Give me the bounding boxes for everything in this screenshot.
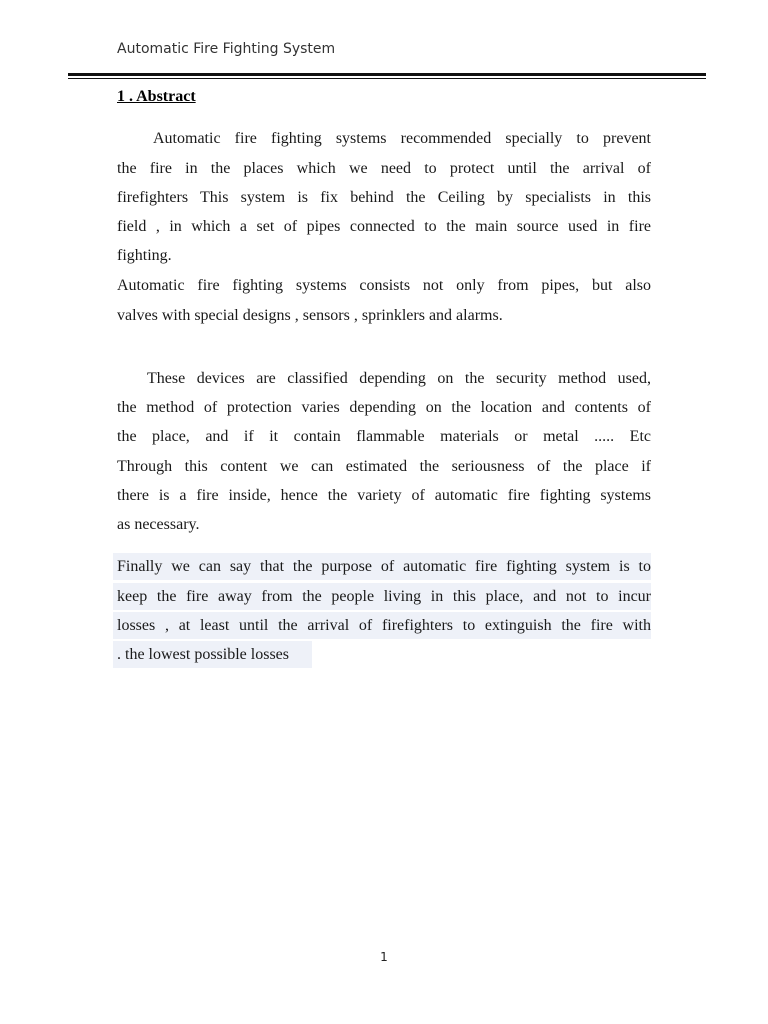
header-rule <box>68 73 706 76</box>
paragraph-line: Automatic fire fighting systems recommended specially to prevent <box>153 130 651 147</box>
paragraph-line: These devices are classified depending on the security method used, <box>147 370 651 387</box>
paragraph-line: field , in which a set of pipes connected to the main source used in fire <box>117 218 651 235</box>
paragraph-line: valves with special designs , sensors , sprinklers and alarms. <box>117 307 503 324</box>
section-heading: 1 . Abstract <box>117 88 196 105</box>
paragraph-line: losses , at least until the arrival of firefighters to extinguish the fire with <box>117 617 651 634</box>
paragraph-line: as necessary. <box>117 516 200 533</box>
header-rule-thin <box>68 78 706 79</box>
paragraph-line: keep the fire away from the people living in this place, and not to incur <box>117 588 651 605</box>
paragraph-line: Through this content we can estimated the seriousness of the place if <box>117 458 651 475</box>
page-number: 1 <box>380 950 388 964</box>
paragraph-line: Finally we can say that the purpose of automatic fire fighting system is to <box>117 558 651 575</box>
paragraph-line: fighting. <box>117 247 172 264</box>
page-header: Automatic Fire Fighting System <box>117 41 336 57</box>
paragraph-line: firefighters This system is fix behind the Ceiling by specialists in this <box>117 189 651 206</box>
paragraph-line: the place, and if it contain flammable materials or metal ..... Etc <box>117 428 651 445</box>
paragraph-line: Automatic fire fighting systems consists not only from pipes, but also <box>117 277 651 294</box>
paragraph-line: the method of protection varies depending on the location and contents of <box>117 399 651 416</box>
paragraph-line: there is a fire inside, hence the variety of automatic fire fighting systems <box>117 487 651 504</box>
paragraph-line: . the lowest possible losses <box>117 646 289 663</box>
paragraph-line: the fire in the places which we need to protect until the arrival of <box>117 160 651 177</box>
